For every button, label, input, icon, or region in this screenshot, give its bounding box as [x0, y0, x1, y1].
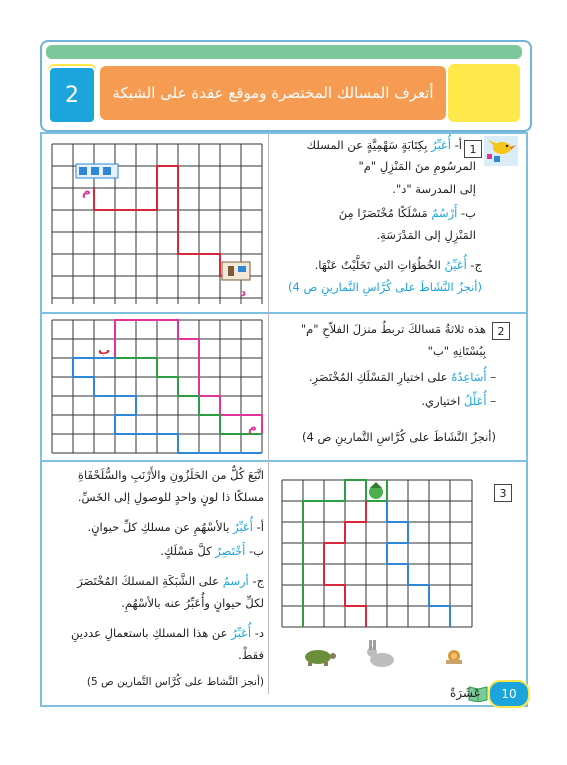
grid-2 [44, 316, 266, 456]
grid-1 [44, 138, 266, 308]
exercise-2-note: (أنجزُ النَّشَاطَ على كُرَّاسِ التَّمارينِ ص 4) [301, 430, 496, 444]
section-divider-2 [40, 460, 528, 462]
lesson-title: أتعرف المسالك المختصرة وموقع عقدة على الشبكة [100, 66, 446, 120]
exercise-3-note: (أنجز النَّشاط على كُرَّاس التَّمارين ص 5) [86, 676, 264, 688]
header-top-bar [46, 45, 522, 59]
section-divider-1 [40, 312, 528, 314]
grid-1-school-label: د [240, 285, 247, 299]
exercise-3-line-2: مسلكًا ذا لونٍ واحدٍ للوصولِ إلى الخَسِّ. [77, 490, 264, 504]
exercise-2-number: 2 [492, 322, 510, 340]
grid-2-home-label: م [248, 420, 257, 434]
exercise-1-note: (أنجزُ النَّشَاطَ على كُرَّاسِ التَّمارينِ ص 4) [287, 280, 482, 294]
grid-2-garden-label: ب [98, 343, 111, 357]
exercise-2-line-3: – أُسَاعِدُهُ على اختيارِ المَسْلَكِ المُخْتَصَرِ. [308, 370, 496, 384]
lesson-number: 2 [48, 66, 96, 124]
exercise-3-line-1: اتَّبَعَ كُلٌّ من الحَلَزُونِ والأَرْنَبِ والسُّلَحْفَاةِ [77, 468, 264, 482]
exercise-3-line-3: أ- أُعَبِّرُ بالأسْهُمِ عن مسلكِ كلِّ حيوانٍ. [87, 520, 264, 534]
bird-icon [484, 136, 518, 166]
grid-3 [272, 474, 482, 674]
exercise-3-number: 3 [494, 484, 512, 502]
exercise-1-line-2: المرسُومِ منَ المَنْزِلِ "م" [358, 159, 476, 173]
rabbit-icon [367, 640, 394, 667]
exercise-3-line-7: د- أُعَبِّرُ عن هذا المسلكِ باستعمالِ عددينِ [71, 626, 264, 640]
lettuce-icon [369, 482, 383, 499]
page-number-word: عَشَرَةٌ [450, 686, 481, 700]
exercise-2-line-4: – أُعَلِّلُ اختياري. [421, 394, 496, 408]
exercise-1-line-5: المَنْزِلِ إلى المَدْرَسَةِ. [376, 228, 476, 242]
column-divider [268, 134, 269, 694]
exercise-1-line-4: ب- أَرْسُمُ مَسْلَكًا مُخْتَصَرًا مِنَ [338, 206, 476, 220]
exercise-1-line-6: ج- أُعَيِّنُ الخُطُوَاتِ التي تَخَلَّيْتُ عَنْهَا. [314, 258, 482, 272]
page-number: 10 [488, 680, 530, 708]
exercise-3-line-5: ج- أرسمُ على الشَّبَكَةِ المسلكَ المُخْتَصَرَ [77, 574, 264, 588]
exercise-2-line-1: هذه ثلاثةُ مَسالكَ تربطُ منزلَ الفلاّحِ "م" [300, 322, 486, 336]
exercise-3-line-8: فقطْ. [238, 648, 264, 662]
exercise-3-line-6: لكلِّ حيوانٍ وأُعَبِّرُ عنه بالأسْهُمِ. [121, 596, 264, 610]
turtle-icon [305, 650, 336, 666]
grid-1-home-label: م [82, 184, 91, 198]
snail-icon [446, 650, 462, 664]
header-yellow-right [448, 64, 520, 122]
exercise-1-line-3: إلى المدرسة "د". [392, 182, 476, 196]
grid-2-path-blue [73, 358, 262, 453]
exercise-1-line-1: أ- أُعَبِّرُ بِكِتَابَةٍ سَهْمِيَّةٍ عن المسلك [306, 138, 462, 152]
exercise-2-line-2: بِبُسْتَانِهِ "ب" [427, 344, 486, 358]
exercise-1-number: 1 [464, 140, 482, 158]
grid-1-path [94, 166, 241, 276]
exercise-3-line-4: ب- أَخْتَصِرُ كلَّ مَسْلَكٍ. [160, 544, 264, 558]
